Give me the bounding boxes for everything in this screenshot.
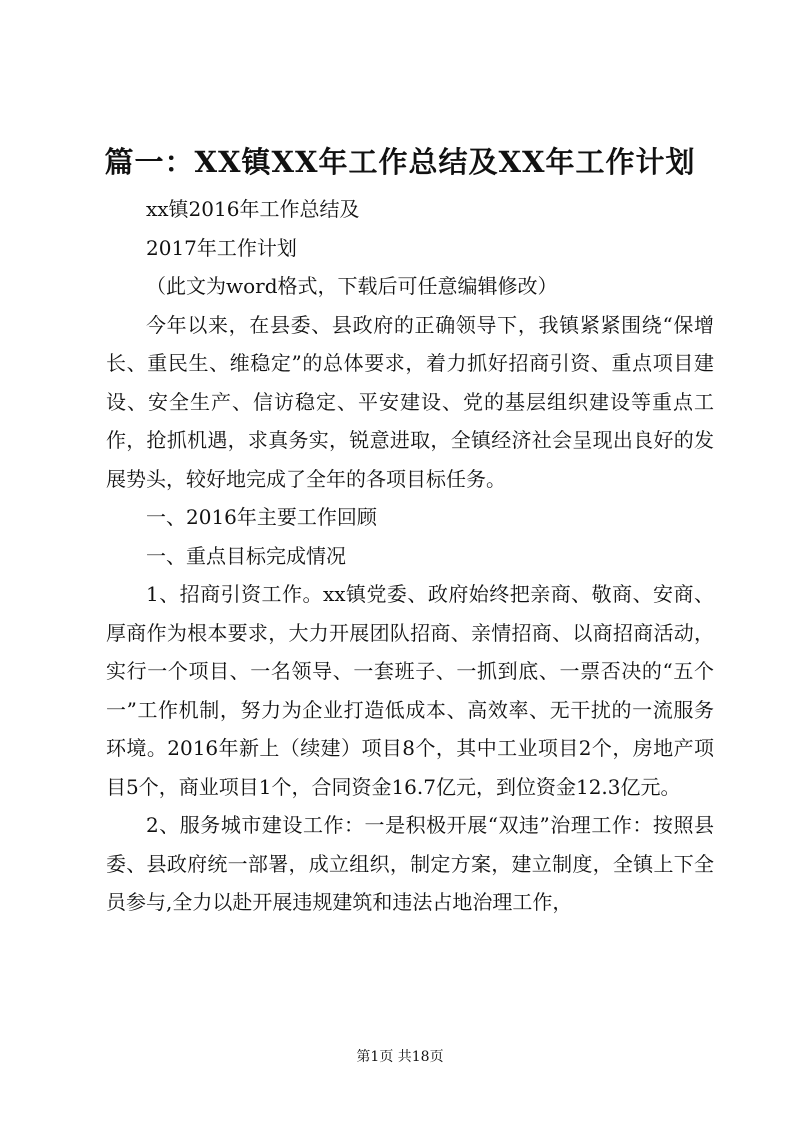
document-body	[106, 190, 714, 922]
format-note: （此文为word格式，下载后可任意编辑修改）	[146, 274, 558, 298]
urban-construction-paragraph: 2、服务城市建设工作：一是积极开展“双违”治理工作：按照县委、县政府统一部署，成立组织，制定方案，建立制度，全镇上下全员参与,全力以赴开展违规建筑和违法占地治理工作，	[106, 813, 714, 914]
section-heading: 一、2016年主要工作回顾	[146, 505, 377, 529]
subtitle-line-1: xx镇2016年工作总结及	[146, 197, 360, 221]
document-title: 篇一：XX镇XX年工作总结及XX年工作计划	[104, 145, 696, 179]
page-number-footer: 第1页 共18页	[356, 1049, 444, 1065]
subtitle-line-2: 2017年工作计划	[146, 235, 297, 260]
intro-paragraph: 今年以来，在县委、县政府的正确领导下，我镇紧紧围绕“保增长、重民生、维稳定”的总体要求，着力抓好招商引资、重点项目建设、安全生产、信访稳定、平安建设、党的基层组织建设等重点工作，抢抓机遇，求真务实，锐意进取，全镇经济社会呈现出良好的发展势头，较好地完成了全年的各项目标任务。	[106, 312, 714, 491]
subsection-heading: 一、重点目标完成情况	[146, 543, 346, 568]
investment-paragraph: 1、招商引资工作。xx镇党委、政府始终把亲商、敬商、安商、厚商作为根本要求，大力开展团队招商、亲情招商、以商招商活动，实行一个项目、一名领导、一套班子、一抓到底、一票否决的“五个一”工作机制，努力为企业打造低成本、高效率、无干扰的一流服务环境。2016年新上（续建）项目8个，其中工业项目2个，房地产项目5个，商业项目1个，合同资金16.7亿元，到位资金12.3亿元。	[106, 582, 714, 799]
